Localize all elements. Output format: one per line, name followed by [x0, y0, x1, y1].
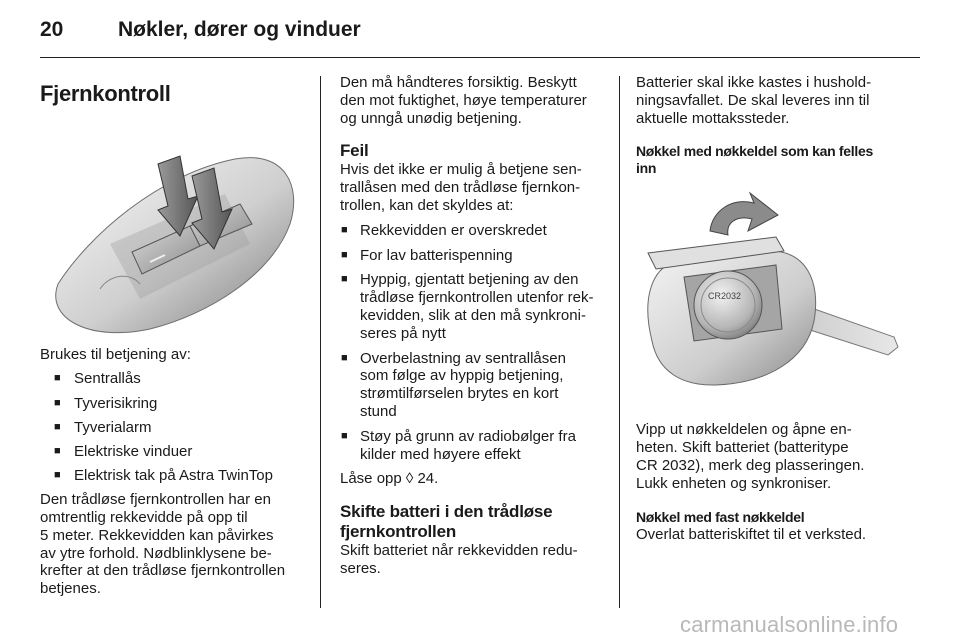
remote-usage-intro: Brukes til betjening av: — [40, 346, 191, 363]
list-item: ■ Sentrallås — [54, 370, 141, 388]
column-2 — [340, 74, 608, 578]
column-divider-left — [320, 76, 321, 608]
section-title-fault: Feil — [340, 141, 369, 161]
list-item: ■ Elektrisk tak på Astra TwinTop — [54, 467, 273, 485]
disposal-paragraph: Batterier skal ikke kastes i hushold- ningsavfallet. De skal leveres inn til aktuelle mottakssteder. — [636, 74, 872, 127]
fixed-key-paragraph: Overlat batteriskiftet til et verksted. — [636, 525, 867, 543]
list-item: ■ For lav batterispenning — [341, 246, 513, 264]
remote-function-list — [40, 370, 312, 485]
unlock-cross-reference[interactable]: Låse opp ◊ 24. — [340, 470, 439, 488]
list-item: ■ Støy på grunn av radiobølger fra kilder med høyere effekt — [341, 427, 576, 463]
care-paragraph: Den må håndteres forsiktig. Beskytt den mot fuktighet, høye temperaturer og unngå unødig betjening. — [340, 74, 587, 127]
column-3 — [636, 74, 908, 543]
header-rule — [40, 57, 920, 58]
column-1 — [40, 74, 312, 598]
remote-key-illustration — [40, 124, 302, 334]
column-divider-right — [619, 76, 620, 608]
list-item: ■ Tyverialarm — [54, 418, 152, 436]
section-title-battery-change: Skifte batteri i den trådløse fjernkontrollen — [340, 502, 553, 542]
page-header — [40, 18, 920, 58]
list-item: ■ Hyppig, gjentatt betjening av den trådløse fjernkontrollen utenfor rek- kevidden, slik at den må synkroni- seres på nytt — [341, 271, 594, 342]
fault-cause-list — [340, 222, 608, 464]
battery-replacement-illustration — [636, 191, 900, 403]
chapter-title: Nøkler, dører og vinduer — [118, 18, 361, 41]
watermark: carmanualsonline.info — [680, 612, 899, 637]
list-item: ■ Tyverisikring — [54, 394, 158, 412]
section-title-remote: Fjernkontroll — [40, 81, 171, 106]
range-paragraph: Den trådløse fjernkontrollen har en omtrentlig rekkevidde på opp til 5 meter. Rekkevidden kan påvirkes av ytre forhold. Nødblinklysene be- krefter at den trådløse fjernkontrollen betjenes. — [40, 491, 286, 598]
list-item: ■ Overbelastning av sentrallåsen som følge av hyppig betjening, strømtilførselen brytes en kort stund — [341, 349, 566, 420]
list-item: ■ Rekkevidden er overskredet — [341, 221, 547, 239]
replacement-steps-paragraph: Vipp ut nøkkeldelen og åpne en- heten. Skift batteriet (batteritype CR 2032), merk deg plasseringen. Lukk enheten og synkroniser. — [636, 421, 865, 492]
remote-key-figure — [40, 124, 302, 334]
battery-replacement-figure — [636, 191, 900, 403]
battery-label: CR2032 — [708, 291, 742, 302]
battery-paragraph: Skift batteriet når rekkevidden redu- seres. — [340, 542, 578, 577]
section-title-fixed-key: Nøkkel med fast nøkkeldel — [636, 508, 805, 525]
section-title-folding-key: Nøkkel med nøkkeldel som kan felles inn — [636, 143, 873, 177]
list-item: ■ Elektriske vinduer — [54, 443, 193, 461]
page-number: 20 — [40, 18, 64, 41]
fault-paragraph: Hvis det ikke er mulig å betjene sen- trallåsen med den trådløse fjernkon- trollen, kan det skyldes at: — [340, 161, 582, 214]
